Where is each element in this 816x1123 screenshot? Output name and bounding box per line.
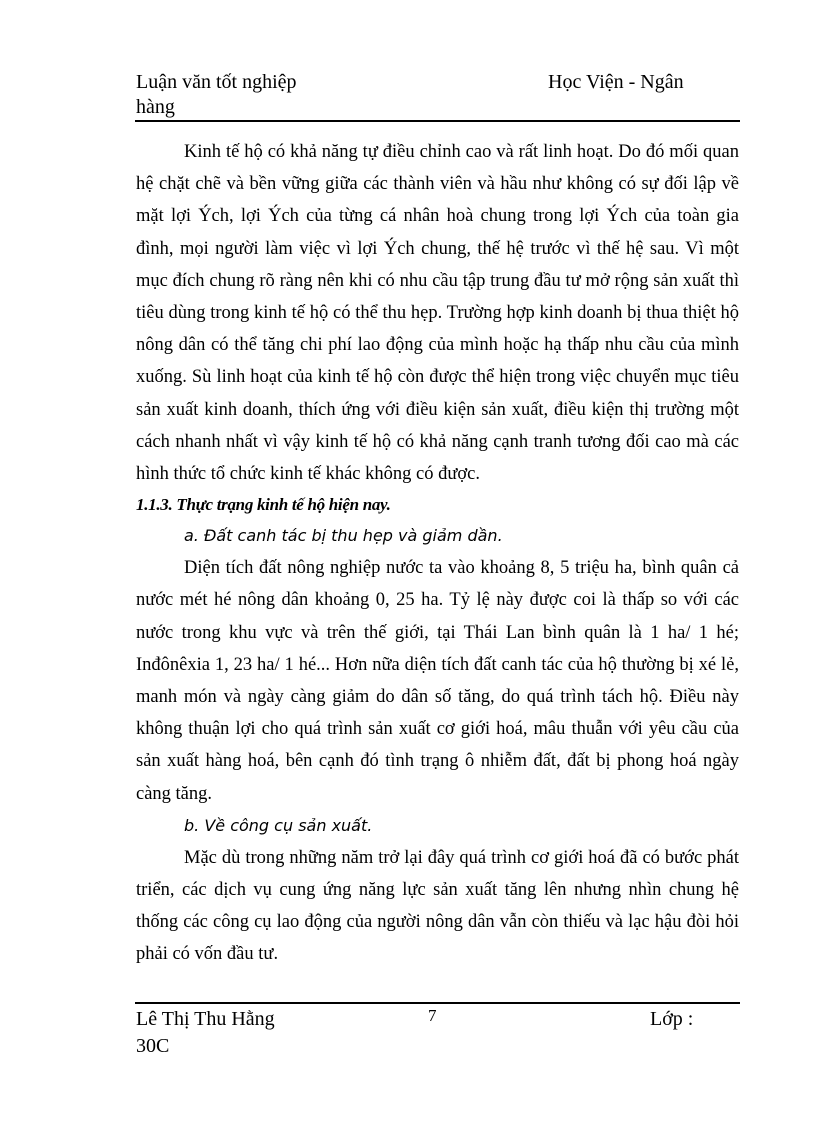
footer-class-value: 30C: [136, 1035, 170, 1057]
subsection-b-title: b. Về công cụ sản xuất.: [184, 815, 373, 835]
subsection-a-title: a. Đất canh tác bị thu hẹp và giảm dần.: [184, 526, 503, 546]
footer-class-label: Lớp :: [650, 1008, 694, 1030]
document-body: [136, 136, 739, 971]
paragraph-tools: Mặc dù trong những năm trở lại đây quá trình cơ giới hoá đã có bước phát triển, các dịch vụ cung ứng năng lực sản xuất tăng lên nhưng nhìn chung hệ thống các công cụ lao động của người nông dân vẫn còn thiếu và lạc hậu đòi hỏi phải có vốn đầu tư.: [136, 847, 739, 965]
page-number: 7: [428, 1006, 437, 1025]
header-left-continuation: hàng: [136, 96, 175, 118]
footer-author: Lê Thị Thu Hằng: [136, 1008, 275, 1030]
footer-rule: [135, 1002, 740, 1004]
section-heading-current-status: 1.1.3. Thực trạng kinh tế hộ hiện nay.: [136, 495, 391, 515]
header-left-text: Luận văn tốt nghiệp: [136, 71, 297, 93]
paragraph-household-flexibility: Kinh tế hộ có khả năng tự điều chỉnh cao và rất linh hoạt. Do đó mối quan hệ chặt chẽ và bền vững giữa các thành viên và hầu như không có sự đối lập về mặt lợi Ých, lợi Ých của từng cá nhân hoà chung trong lợi Ých của toàn gia đình, mọi người làm việc vì lợi Ých chung, thế hệ trước vì thế hệ sau. Vì một mục đích chung rõ ràng nên khi có nhu cầu tập trung đầu tư mở rộng sản xuất thì tiêu dùng trong kinh tế hộ có thể thu hẹp. Trường hợp kinh doanh bị thua thiệt hộ nông dân có thể tăng chi phí lao động của mình hoặc hạ thấp nhu cầu của mình xuống. Sù linh hoạt của kinh tế hộ còn được thể hiện trong việc chuyển mục tiêu sản xuất kinh doanh, thích ứng với điều kiện sản xuất, điều kiện thị trường một cách nhanh nhất vì vậy kinh tế hộ có khả năng cạnh tranh tương đối cao mà các hình thức tổ chức kinh tế khác không có được.: [136, 142, 739, 485]
header-right-text: Học Viện - Ngân: [548, 71, 684, 93]
paragraph-land-area: Diện tích đất nông nghiệp nước ta vào khoảng 8, 5 triệu ha, bình quân cả nước mét hé nông dân khoảng 0, 25 ha. Tỷ lệ này được coi là thấp so với các nước trong khu vực và trên thế giới, tại Thái Lan bình quân là 1 ha/ 1 hé; Inđônêxia 1, 23 ha/ 1 hé... Hơn nữa diện tích đất canh tác của hộ thường bị xé lẻ, manh món và ngày càng giảm do dân số tăng, do quá trình tách hộ. Điều này không thuận lợi cho quá trình sản xuất cơ giới hoá, mâu thuẫn với yêu cầu của sản xuất hàng hoá, bên cạnh đó tình trạng ô nhiễm đất, đất bị phong hoá ngày càng tăng.: [136, 558, 739, 804]
header-rule: [135, 120, 740, 122]
